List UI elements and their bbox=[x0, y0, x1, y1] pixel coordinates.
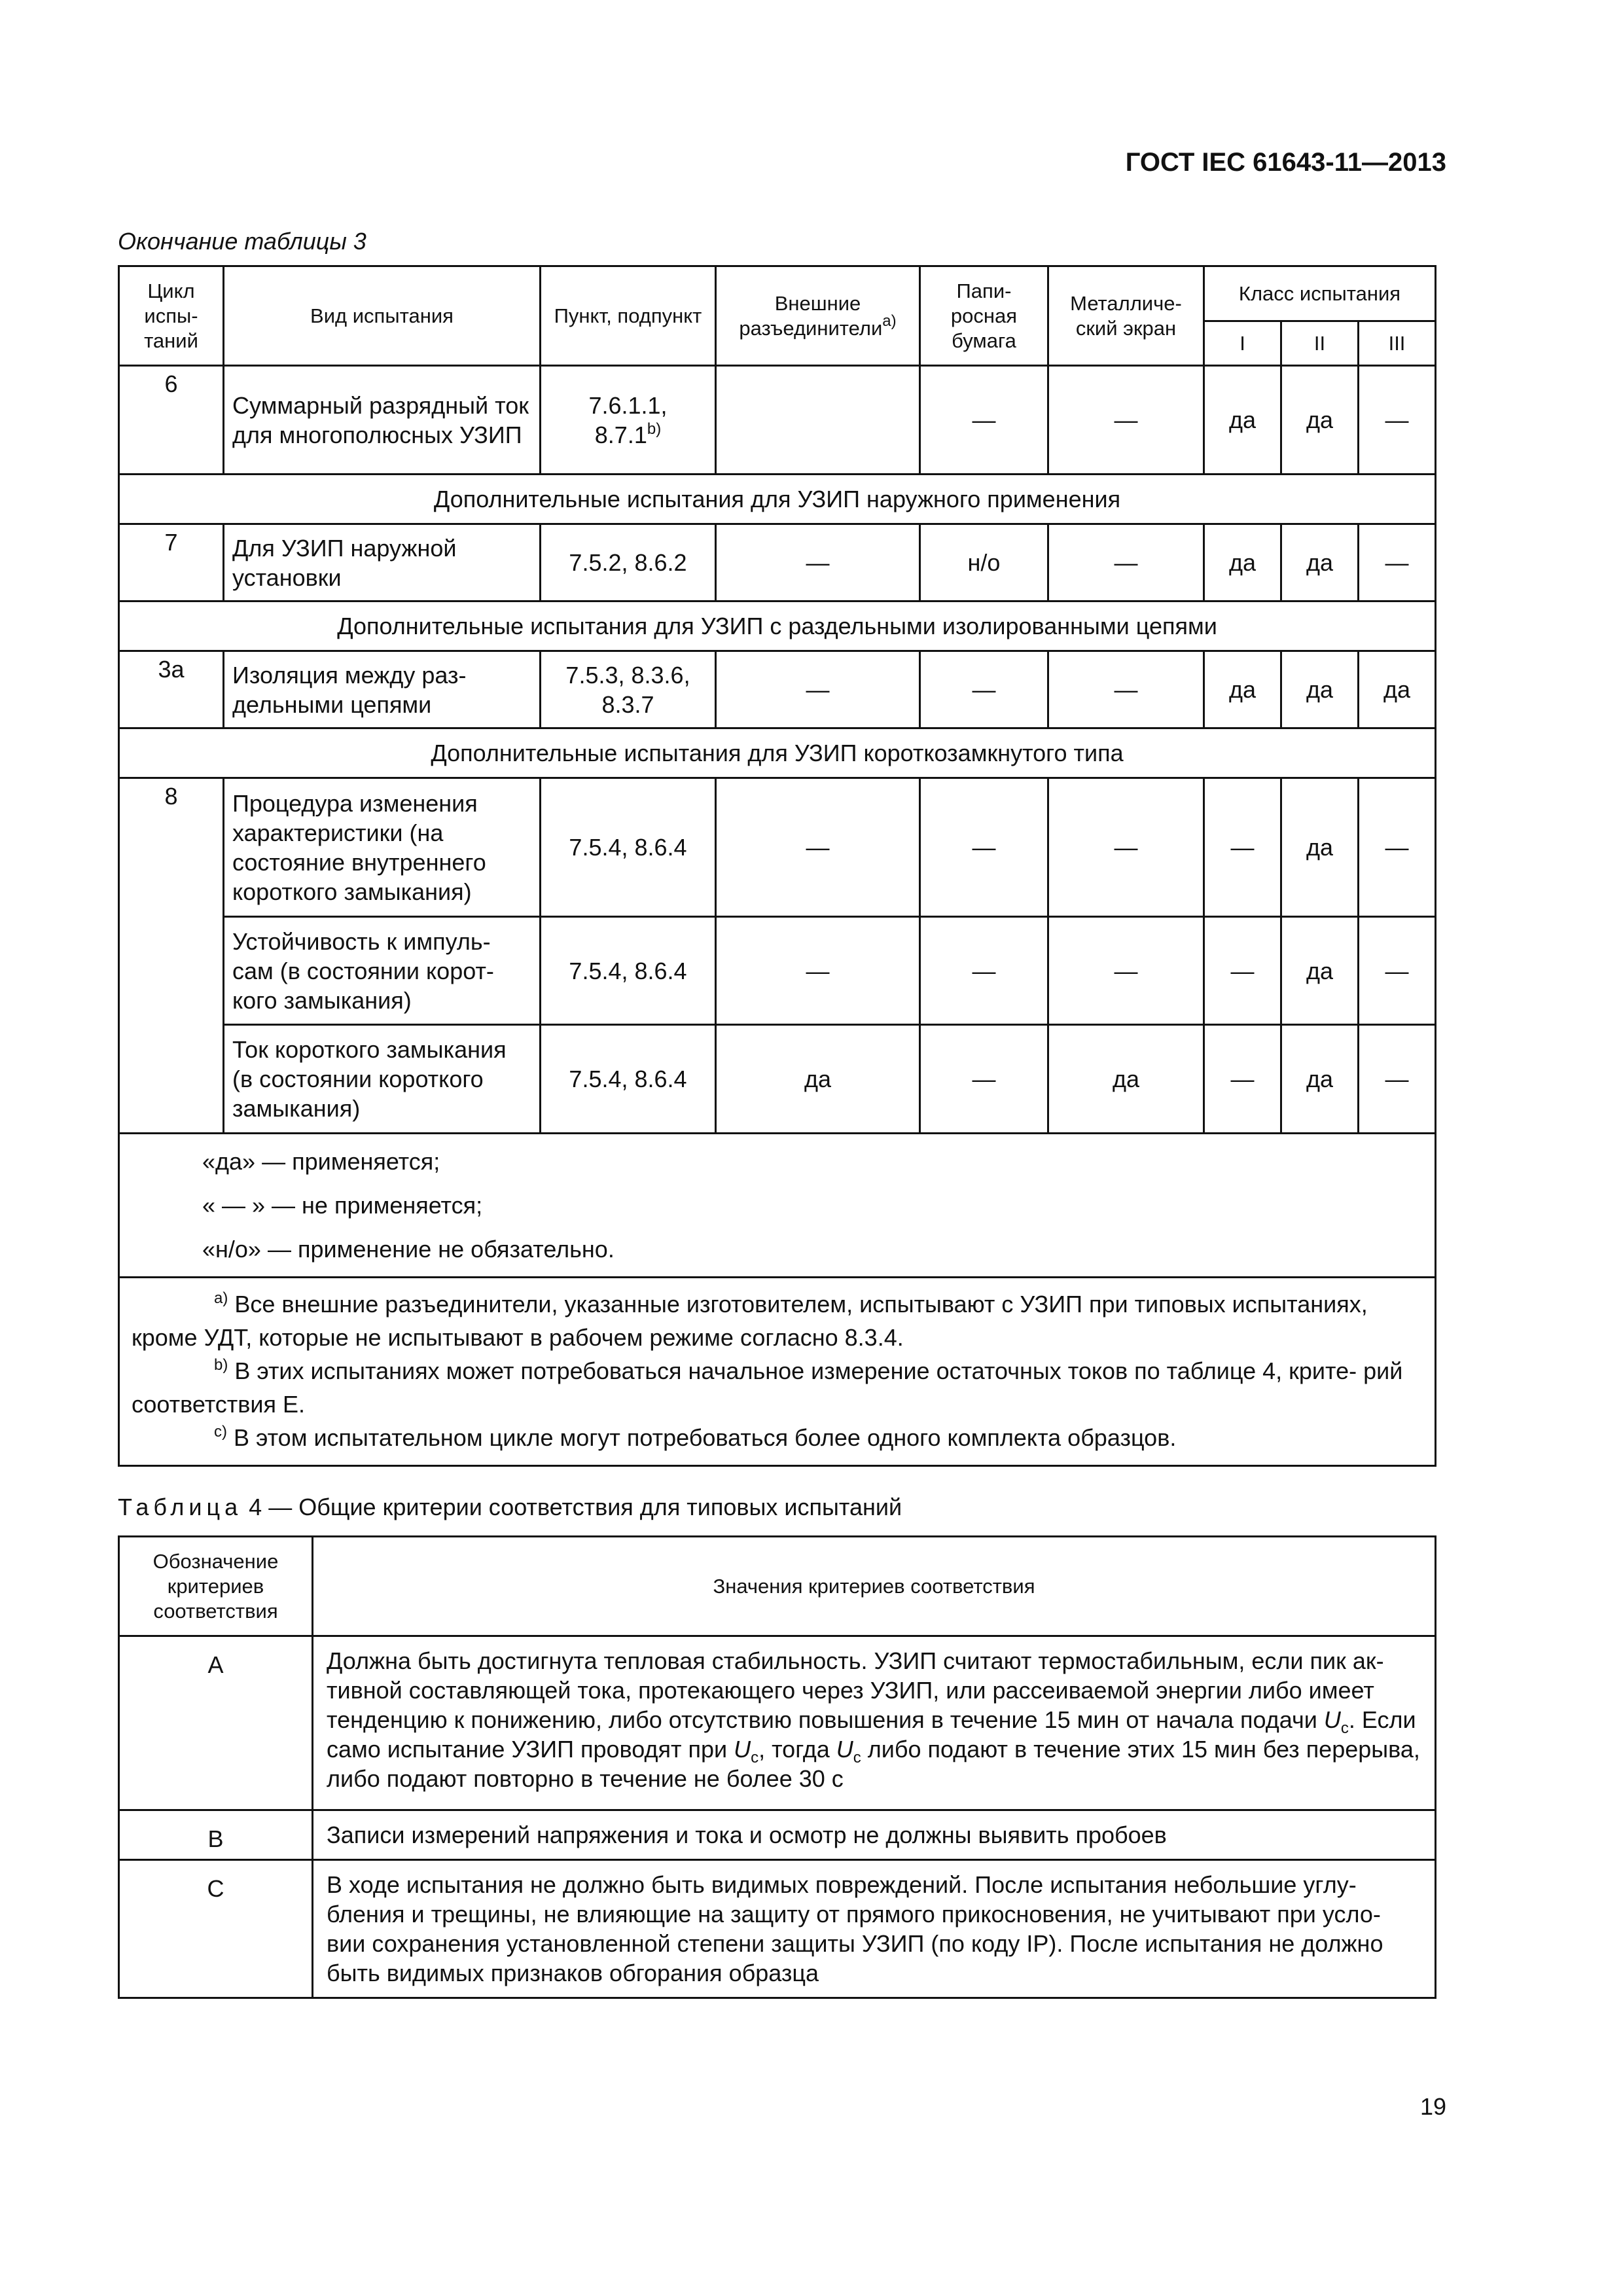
table3-caption: Окончание таблицы 3 bbox=[118, 228, 366, 255]
test-cell: Устойчивость к импуль- сам (в состоянии корот- кого замыкания) bbox=[224, 917, 541, 1025]
table-row bbox=[119, 366, 1436, 475]
screen-cell: — bbox=[1048, 778, 1204, 917]
class-1-cell: — bbox=[1204, 1025, 1281, 1134]
footnote-mark: b) bbox=[214, 1356, 228, 1374]
header-test-class: Класс испытания bbox=[1204, 266, 1436, 321]
table4-header-row bbox=[119, 1537, 1436, 1636]
table-row bbox=[119, 524, 1436, 601]
class-3-cell: — bbox=[1359, 778, 1436, 917]
u-subscript: c bbox=[1340, 1719, 1349, 1737]
legend-row bbox=[119, 1134, 1436, 1278]
class-2-cell: да bbox=[1281, 1025, 1359, 1134]
clause-cell: 7.5.4, 8.6.4 bbox=[541, 1025, 716, 1134]
clause-text: 7.6.1.1, bbox=[588, 391, 668, 419]
table-row bbox=[119, 1860, 1436, 1998]
clause-cell: 7.5.4, 8.6.4 bbox=[541, 917, 716, 1025]
disconnectors-cell bbox=[716, 366, 920, 475]
class-1-cell: — bbox=[1204, 917, 1281, 1025]
class-1-cell: да bbox=[1204, 651, 1281, 728]
test-cell: Процедура изменения характеристики (на состояние внутреннего короткого замыкания) bbox=[224, 778, 541, 917]
table-row bbox=[119, 1025, 1436, 1134]
u-subscript: c bbox=[853, 1749, 861, 1767]
class-3-cell: — bbox=[1359, 917, 1436, 1025]
test-cell: Для УЗИП наружной установки bbox=[224, 524, 541, 601]
screen-cell: — bbox=[1048, 366, 1204, 475]
criterion-label: B bbox=[119, 1810, 313, 1860]
disconnectors-cell: — bbox=[716, 917, 920, 1025]
class-1-cell: да bbox=[1204, 366, 1281, 475]
footnote-c bbox=[132, 1421, 1423, 1454]
section-heading: Дополнительные испытания для УЗИП короткозамкнутого типа bbox=[119, 728, 1436, 778]
disconnectors-cell: — bbox=[716, 651, 920, 728]
table4-caption-label: Таблица bbox=[118, 1494, 243, 1520]
document-number: ГОСТ IEC 61643-11—2013 bbox=[1125, 148, 1446, 177]
header-test-type: Вид испытания bbox=[224, 266, 541, 366]
screen-cell: — bbox=[1048, 651, 1204, 728]
footnote-text: В этом испытательном цикле могут потребоваться более одного комплекта образцов. bbox=[227, 1424, 1177, 1451]
header-metal-screen: Металличе- ский экран bbox=[1048, 266, 1204, 366]
paper-cell: — bbox=[920, 778, 1048, 917]
criterion-text: В ходе испытания не должно быть видимых повреждений. После испытания небольшие углу- бления и трещины, не влияющие на защиту от прямого прикосновения, не учитывают при усло- вии сохранения установленной степени защиты УЗИП (по коду IP). После испытания не должно быть видимых признаков обгорания образца bbox=[313, 1860, 1436, 1998]
paper-cell: — bbox=[920, 1025, 1048, 1134]
class-1-cell: да bbox=[1204, 524, 1281, 601]
footnotes bbox=[119, 1278, 1436, 1466]
header-disconnectors-label: Внешние разъединители bbox=[739, 291, 883, 340]
table-4 bbox=[118, 1535, 1436, 1999]
screen-cell: да bbox=[1048, 1025, 1204, 1134]
clause-cell: 7.5.2, 8.6.2 bbox=[541, 524, 716, 601]
cycle-cell: 3а bbox=[119, 651, 224, 728]
class-3-cell: — bbox=[1359, 1025, 1436, 1134]
section-heading: Дополнительные испытания для УЗИП наружного применения bbox=[119, 475, 1436, 524]
page-number: 19 bbox=[1419, 2093, 1446, 2120]
u-symbol: U bbox=[836, 1736, 853, 1763]
footnote-a-marker: а) bbox=[882, 312, 897, 330]
class-1-cell: — bbox=[1204, 778, 1281, 917]
header-designation: Обозначение критериев соответствия bbox=[119, 1537, 313, 1636]
footnote-text: Все внешние разъединители, указанные изготовителем, испытывают с УЗИП при типовых испытаниях, кроме УДТ, которые не испытывают в рабочем режиме согласно 8.3.4. bbox=[132, 1291, 1368, 1351]
class-2-cell: да bbox=[1281, 366, 1359, 475]
table4-caption bbox=[118, 1494, 902, 1521]
clause-cell: 7.5.4, 8.6.4 bbox=[541, 778, 716, 917]
section-row bbox=[119, 728, 1436, 778]
legend bbox=[119, 1134, 1436, 1278]
criterion-text-part: . Если само испытание УЗИП проводят при bbox=[327, 1706, 1416, 1763]
header-class-2: II bbox=[1281, 321, 1359, 366]
paper-cell: — bbox=[920, 651, 1048, 728]
table-row bbox=[119, 1636, 1436, 1810]
footnote-a bbox=[132, 1287, 1423, 1354]
class-2-cell: да bbox=[1281, 651, 1359, 728]
u-subscript: c bbox=[751, 1749, 759, 1767]
class-3-cell: да bbox=[1359, 651, 1436, 728]
header-tissue-paper: Папи- росная бумага bbox=[920, 266, 1048, 366]
clause-cell: 7.5.3, 8.3.6, 8.3.7 bbox=[541, 651, 716, 728]
table-3 bbox=[118, 265, 1436, 1467]
disconnectors-cell: — bbox=[716, 524, 920, 601]
section-row bbox=[119, 601, 1436, 651]
footnote-mark: c) bbox=[214, 1423, 227, 1441]
paper-cell: н/о bbox=[920, 524, 1048, 601]
disconnectors-cell: — bbox=[716, 778, 920, 917]
table-row bbox=[119, 1810, 1436, 1860]
class-3-cell: — bbox=[1359, 524, 1436, 601]
clause-cell bbox=[541, 366, 716, 475]
test-cell: Изоляция между раз- дельными цепями bbox=[224, 651, 541, 728]
test-cell: Суммарный разрядный ток для многополюсных УЗИП bbox=[224, 366, 541, 475]
class-2-cell: да bbox=[1281, 524, 1359, 601]
test-cell: Ток короткого замыкания (в состоянии короткого замыкания) bbox=[224, 1025, 541, 1134]
section-row bbox=[119, 475, 1436, 524]
u-symbol: U bbox=[734, 1736, 751, 1763]
class-3-cell: — bbox=[1359, 366, 1436, 475]
header-values: Значения критериев соответствия bbox=[313, 1537, 1436, 1636]
paper-cell: — bbox=[920, 366, 1048, 475]
class-2-cell: да bbox=[1281, 778, 1359, 917]
footnote-b-marker: b) bbox=[647, 420, 662, 438]
screen-cell: — bbox=[1048, 524, 1204, 601]
criterion-text bbox=[313, 1636, 1436, 1810]
table3-header-row bbox=[119, 266, 1436, 321]
header-disconnectors bbox=[716, 266, 920, 366]
footnote-mark: а) bbox=[214, 1289, 228, 1307]
disconnectors-cell: да bbox=[716, 1025, 920, 1134]
u-symbol: U bbox=[1323, 1706, 1341, 1733]
table4-caption-title: — Общие критерии соответствия для типовых испытаний bbox=[262, 1494, 902, 1520]
class-2-cell: да bbox=[1281, 917, 1359, 1025]
legend-item: «да» — применяется; bbox=[202, 1148, 440, 1175]
criterion-text: Записи измерений напряжения и тока и осмотр не должны выявить пробоев bbox=[313, 1810, 1436, 1860]
footnote-b bbox=[132, 1354, 1423, 1421]
criterion-text-part: либо подают в течение этих 15 мин без перерыва, либо подают повторно в течение не более 30 с bbox=[327, 1736, 1420, 1792]
header-clause: Пункт, подпункт bbox=[541, 266, 716, 366]
table-row bbox=[119, 917, 1436, 1025]
header-class-1: I bbox=[1204, 321, 1281, 366]
section-heading: Дополнительные испытания для УЗИП с раздельными изолированными цепями bbox=[119, 601, 1436, 651]
cycle-cell: 7 bbox=[119, 524, 224, 601]
cycle-cell: 8 bbox=[119, 778, 224, 1134]
criterion-text-part: Должна быть достигнута тепловая стабильность. УЗИП считают термостабильным, если пик ак- тивной составляющей тока, протекающего через УЗИП, или рассеиваемой энергии либо имеет тенденцию к понижению, либо отсутствию повышения в течение 15 мин от начала подачи bbox=[327, 1647, 1384, 1733]
criterion-label: A bbox=[119, 1636, 313, 1810]
header-cycle: Цикл испы- таний bbox=[119, 266, 224, 366]
criterion-label: C bbox=[119, 1860, 313, 1998]
legend-item: «н/о» — применение не обязательно. bbox=[202, 1236, 615, 1263]
criterion-text-part: , тогда bbox=[758, 1736, 836, 1763]
footnotes-row bbox=[119, 1278, 1436, 1466]
table-row bbox=[119, 651, 1436, 728]
table4-caption-number: 4 bbox=[249, 1494, 262, 1520]
footnote-text: В этих испытаниях может потребоваться начальное измерение остаточных токов по таблице 4, крите- рий соответствия Е. bbox=[132, 1357, 1403, 1418]
screen-cell: — bbox=[1048, 917, 1204, 1025]
cycle-cell: 6 bbox=[119, 366, 224, 475]
paper-cell: — bbox=[920, 917, 1048, 1025]
table-row bbox=[119, 778, 1436, 917]
legend-item: « — » — не применяется; bbox=[202, 1192, 483, 1219]
header-class-3: III bbox=[1359, 321, 1436, 366]
clause-text: 8.7.1 bbox=[594, 421, 647, 448]
